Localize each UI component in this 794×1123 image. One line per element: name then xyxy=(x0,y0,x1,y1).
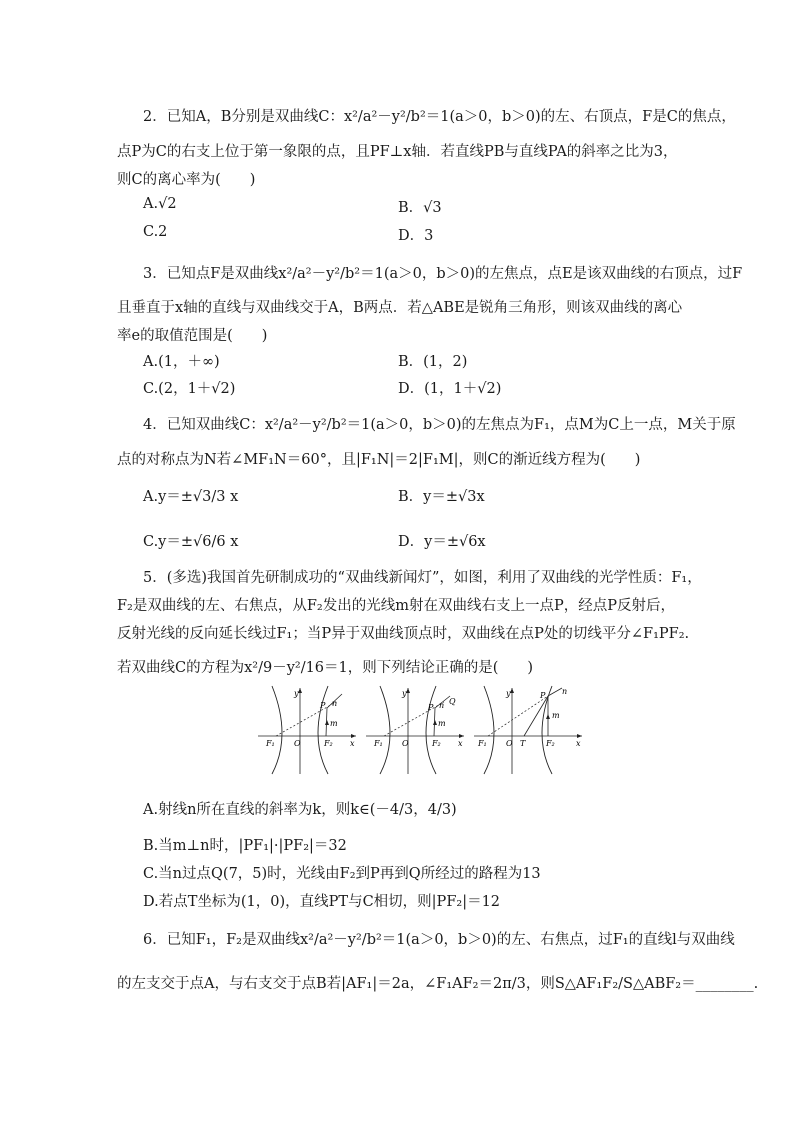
label-x: x xyxy=(576,739,581,748)
problem-5-option-a[interactable]: A.射线n所在直线的斜率为k，则k∈(－4/3，4/3) xyxy=(143,802,457,818)
diagram-2 xyxy=(366,686,464,774)
diagram-3 xyxy=(474,686,582,774)
label-q: Q xyxy=(449,697,456,706)
label-x: x xyxy=(350,739,355,748)
problem-4-option-a[interactable]: A.y＝±√3/3 x xyxy=(143,489,239,505)
label-o: O xyxy=(402,739,409,748)
problem-2-option-d[interactable]: D．3 xyxy=(398,228,434,244)
problem-5-line-1: 5．(多选)我国首先研制成功的“双曲线新闻灯”，如图，利用了双曲线的光学性质：F₁， xyxy=(143,570,702,586)
problem-3-line-3: 率e的取值范围是( ) xyxy=(117,328,268,344)
problem-4-option-b[interactable]: B．y＝±√3x xyxy=(398,489,485,505)
label-m: m xyxy=(438,719,446,728)
label-f1: F₁ xyxy=(374,739,383,748)
problem-5-line-2: F₂是双曲线的左、右焦点，从F₂发出的光线m射在双曲线右支上一点P，经点P反射后， xyxy=(117,598,676,614)
problem-3-line-2: 且垂直于x轴的直线与双曲线交于A，B两点．若△ABE是锐角三角形，则该双曲线的离心 xyxy=(117,300,683,316)
problem-6-line-1: 6．已知F₁，F₂是双曲线x²/a²－y²/b²＝1(a＞0，b＞0)的左、右焦点，过F₁的直线l与双曲线 xyxy=(143,932,735,948)
label-o: O xyxy=(506,739,513,748)
problem-5-option-d[interactable]: D.若点T坐标为(1，0)，直线PT与C相切，则|PF₂|＝12 xyxy=(143,894,501,910)
label-o: O xyxy=(294,739,301,748)
label-p: P xyxy=(320,701,326,710)
label-f2: F₂ xyxy=(324,739,333,748)
problem-2-option-b[interactable]: B．√3 xyxy=(398,200,442,216)
problem-5-option-c[interactable]: C.当n过点Q(7，5)时，光线由F₂到P再到Q所经过的路程为13 xyxy=(143,866,541,882)
problem-3-line-1: 3．已知点F是双曲线x²/a²－y²/b²＝1(a＞0，b＞0)的左焦点，点E是该双曲线的右顶点，过F xyxy=(143,266,743,282)
problem-2-line-1: 2．已知A，B分别是双曲线C：x²/a²－y²/b²＝1(a＞0，b＞0)的左、右顶点，F是C的焦点， xyxy=(143,109,736,125)
label-y: y xyxy=(506,689,511,698)
label-y: y xyxy=(402,689,407,698)
label-x: x xyxy=(458,739,463,748)
problem-5-option-b[interactable]: B.当m⊥n时，|PF₁|·|PF₂|＝32 xyxy=(143,838,347,854)
label-p: P xyxy=(428,703,434,712)
problem-3-option-a[interactable]: A.(1，＋∞) xyxy=(143,354,220,370)
label-f1: F₁ xyxy=(478,739,487,748)
label-y: y xyxy=(294,689,299,698)
label-f2: F₂ xyxy=(546,739,555,748)
label-t: T xyxy=(520,739,526,748)
label-m: m xyxy=(552,711,560,720)
problem-4-option-c[interactable]: C.y＝±√6/6 x xyxy=(143,534,239,550)
problem-4-option-d[interactable]: D．y＝±√6x xyxy=(398,534,486,550)
problem-3-option-d[interactable]: D．(1，1＋√2) xyxy=(398,381,502,397)
problem-5-line-3: 反射光线的反向延长线过F₁；当P异于双曲线顶点时，双曲线在点P处的切线平分∠F₁PF₂. xyxy=(117,626,690,642)
problem-6-line-2: 的左支交于点A，与右支交于点B若|AF₁|＝2a，∠F₁AF₂＝2π/3，则S△AF₁F₂/S△ABF₂＝________. xyxy=(117,976,759,992)
problem-4-line-1: 4．已知双曲线C：x²/a²－y²/b²＝1(a＞0，b＞0)的左焦点为F₁，点M为C上一点，M关于原 xyxy=(143,417,736,433)
hyperbola-figure xyxy=(256,684,596,778)
label-n: n xyxy=(332,699,338,708)
label-p: P xyxy=(540,691,546,700)
label-f2: F₂ xyxy=(432,739,441,748)
label-m: m xyxy=(330,719,338,728)
problem-4-line-2: 点的对称点为N若∠MF₁N＝60°，且|F₁N|＝2|F₁M|，则C的渐近线方程为( ) xyxy=(117,452,641,468)
label-f1: F₁ xyxy=(266,739,275,748)
label-n: n xyxy=(439,701,445,710)
problem-2-option-a[interactable]: A.√2 xyxy=(143,196,177,212)
label-n: n xyxy=(562,687,568,696)
problem-3-option-c[interactable]: C.(2，1＋√2) xyxy=(143,381,236,397)
problem-5-line-4: 若双曲线C的方程为x²/9－y²/16＝1，则下列结论正确的是( ) xyxy=(117,660,534,676)
problem-2-line-2: 点P为C的右支上位于第一象限的点，且PF⊥x轴．若直线PB与直线PA的斜率之比为3， xyxy=(117,144,678,160)
diagram-1 xyxy=(258,686,356,774)
problem-2-line-3: 则C的离心率为( ) xyxy=(117,172,256,188)
problem-3-option-b[interactable]: B．(1，2) xyxy=(398,354,468,370)
problem-2-option-c[interactable]: C.2 xyxy=(143,224,168,240)
